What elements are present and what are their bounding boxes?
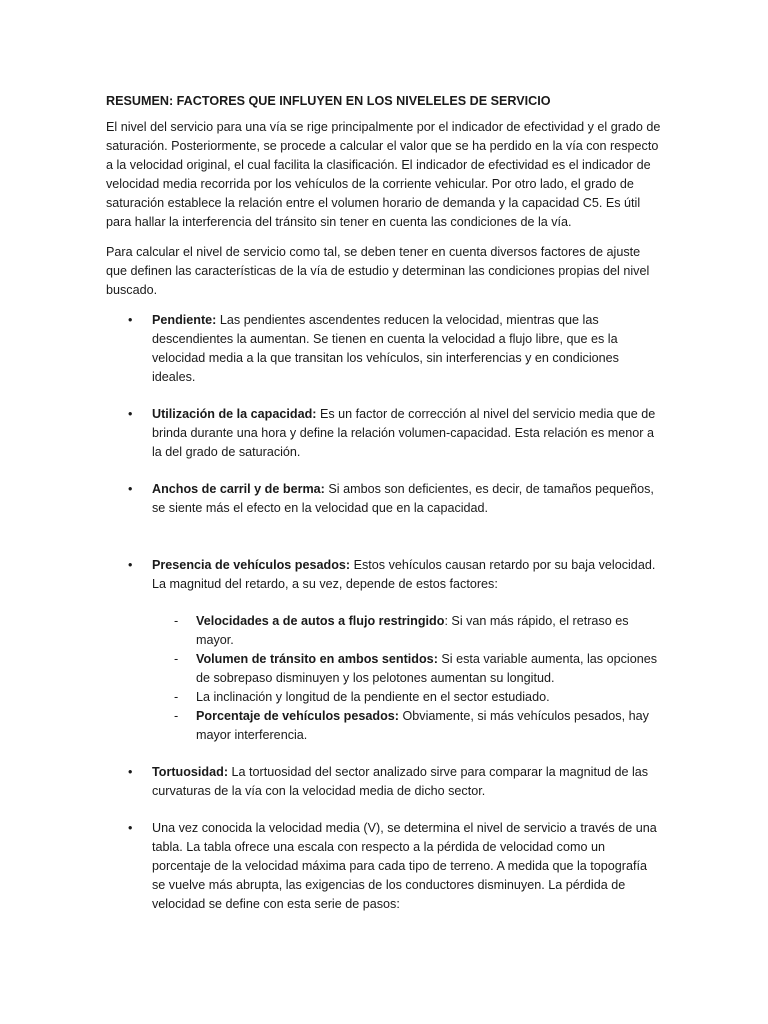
intro-paragraph: El nivel del servicio para una vía se rige principalmente por el indicador de efectividad y el grado de saturación. Posteriormente, se procede a calcular el valor que se ha perdido en la vía con respecto a la velocidad original, el cual facilita la clasificación. El indicador de efectividad es el indicador de velocidad media recorrida por los vehículos de la corriente vehicular. Por otro lado, el grado de saturación establece la relación entre el volumen horario de demanda y la capacidad C5. Es útil para hallar la interferencia del tránsito sin tener en cuenta las condiciones de la vía. <box>106 120 661 229</box>
term-porcentaje: Porcentaje de vehículos pesados: <box>196 709 399 723</box>
document-title: RESUMEN: FACTORES QUE INFLUYEN EN LOS NIVELELES DE SERVICIO <box>106 94 551 108</box>
list-item-anchos <box>106 480 662 518</box>
term-velocidades: Velocidades a de autos a flujo restringido <box>196 614 445 628</box>
term-pendiente: Pendiente: <box>152 313 217 327</box>
text-porcentaje: Obviamente, si más vehículos pesados, hay mayor interferencia. <box>196 709 649 742</box>
list-item-presencia <box>106 556 662 745</box>
bullet-icon: • <box>128 558 133 572</box>
text-pendiente: Las pendientes ascendentes reducen la velocidad, mientras que las descendientes la aumentan. Se tienen en cuenta la velocidad a flujo libre, que es la velocidad media a la que transitan los vehículos, sin interferencias y en condiciones ideales. <box>152 313 619 384</box>
bullet-icon: • <box>128 407 133 421</box>
text-tortuosidad: La tortuosidad del sector analizado sirve para comparar la magnitud de las curvaturas de la vía con la velocidad media de dicho sector. <box>152 765 649 798</box>
text-inclinacion: La inclinación y longitud de la pendiente en el sector estudiado. <box>196 690 550 704</box>
text-anchos: Si ambos son deficientes, es decir, de tamaños pequeños, se siente más el efecto en la velocidad que en la capacidad. <box>152 482 654 515</box>
heavy-vehicle-factor-list <box>152 612 662 745</box>
text-volumen: Si esta variable aumenta, las opciones de sobrepaso disminuyen y los pelotones aumentan su longitud. <box>196 652 658 685</box>
term-presencia: Presencia de vehículos pesados: <box>152 558 351 572</box>
list-item-tortuosidad <box>106 763 662 801</box>
sub-item-velocidades <box>152 612 662 650</box>
term-tortuosidad: Tortuosidad: <box>152 765 229 779</box>
dash-icon: - <box>174 709 179 723</box>
factor-list <box>106 311 662 914</box>
term-anchos: Anchos de carril y de berma: <box>152 482 325 496</box>
bullet-icon: • <box>128 313 133 327</box>
dash-icon: - <box>174 690 179 704</box>
sub-item-porcentaje <box>152 707 662 745</box>
adjustment-factors-paragraph: Para calcular el nivel de servicio como tal, se deben tener en cuenta diversos factores de ajuste que definen las características de la vía de estudio y determinan las condiciones propias del nivel buscado. <box>106 245 650 297</box>
bullet-icon: • <box>128 821 133 835</box>
sub-item-volumen <box>152 650 662 688</box>
dash-icon: - <box>174 652 179 666</box>
bullet-icon: • <box>128 765 133 779</box>
text-velocidad-media: Una vez conocida la velocidad media (V), se determina el nivel de servicio a través de una tabla. La tabla ofrece una escala con respecto a la pérdida de velocidad como un porcentaje de la velocidad máxima para cada tipo de terreno. A medida que la topografía se vuelve más abrupta, las exigencias de los conductores disminuyen. La pérdida de velocidad se define con esta serie de pasos: <box>152 821 657 911</box>
text-utilizacion: Es un factor de corrección al nivel del servicio media que de brinda durante una hora y define la relación volumen-capacidad. Esta relación es menor a la del grado de saturación. <box>152 407 656 459</box>
document-page <box>106 92 662 914</box>
list-item-pendiente <box>106 311 662 387</box>
list-item-velocidad-media <box>106 819 662 914</box>
term-volumen: Volumen de tránsito en ambos sentidos: <box>196 652 438 666</box>
text-velocidades: : Si van más rápido, el retraso es mayor. <box>196 614 629 647</box>
list-item-utilizacion <box>106 405 662 462</box>
term-utilizacion: Utilización de la capacidad: <box>152 407 317 421</box>
text-presencia: Estos vehículos causan retardo por su baja velocidad. La magnitud del retardo, a su vez, depende de estos factores: <box>152 558 656 591</box>
bullet-icon: • <box>128 482 133 496</box>
sub-item-inclinacion <box>152 688 662 707</box>
dash-icon: - <box>174 614 179 628</box>
